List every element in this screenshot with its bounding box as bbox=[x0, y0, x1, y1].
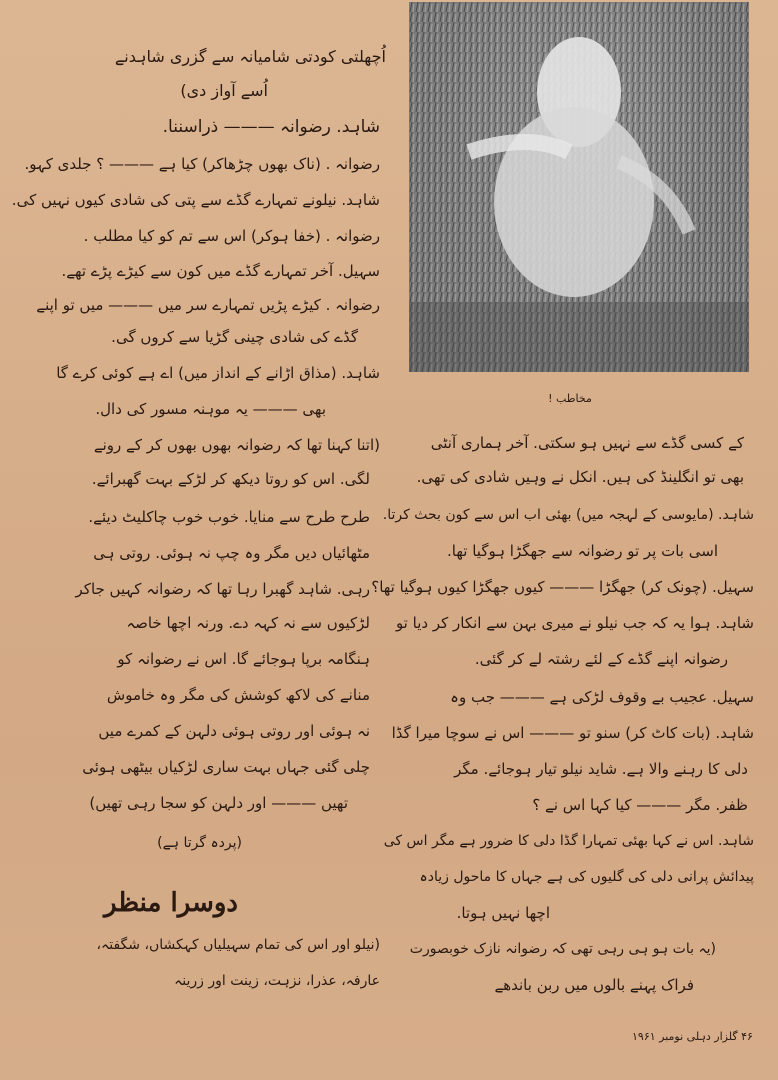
left-line-9: گڈے کی شادی چینی گڑیا سے کروں گی. bbox=[111, 328, 358, 346]
left-line-11: بھی ——— یہ موہنہ مسور کی دال. bbox=[95, 400, 326, 418]
left-line-5: شاہد. نیلونے تمہارے گڈے سے پتی کی شادی کیوں نہیں کی. bbox=[11, 191, 380, 209]
left-line-10: شاہد. (مذاق اڑانے کے انداز میں) اے ہے کوئی کرے گا bbox=[56, 364, 380, 382]
right-line-5: سہیل. (چونک کر) جھگڑا ——— کیوں جھگڑا کیوں ہوگیا تھا؟ bbox=[371, 578, 754, 596]
right-line-14: اچھا نہیں ہوتا. bbox=[456, 904, 550, 922]
photo-caption: مخاطب ! bbox=[548, 392, 592, 405]
right-line-15: (یہ بات ہو ہی رہی تھی کہ رضوانہ نازک خوبصورت bbox=[409, 941, 716, 957]
right-line-4: اسی بات پر تو رضوانہ سے جھگڑا ہوگیا تھا. bbox=[447, 542, 718, 560]
right-line-10: دلی کا رہنے والا ہے. شاید نیلو تیار ہوجائے. مگر bbox=[454, 760, 748, 778]
left-line-3: شاہد. رضوانہ ——— ذراسننا. bbox=[162, 117, 380, 137]
right-line-16: فراک پہنے بالوں میں ربن باندھے bbox=[494, 976, 694, 994]
left-line-22: تھیں ——— اور دلہن کو سجا رہی تھیں) bbox=[89, 794, 348, 812]
photograph bbox=[409, 2, 749, 372]
section-heading: دوسرا منظر bbox=[104, 888, 238, 918]
left-line-21: چلی گئی جہاں بہت ساری لڑکیاں بیٹھی ہوئی bbox=[82, 758, 370, 776]
right-line-12: شاہد. اس نے کہا بھئی تمہارا گڈا دلی کا ضرور ہے مگر اس کی bbox=[383, 833, 754, 849]
right-line-11: ظفر. مگر ——— کیا کہا اس نے ؟ bbox=[532, 796, 748, 814]
page-footer: ۴۶ گلزار دہلی نومبر ۱۹۶۱ bbox=[632, 1030, 753, 1043]
right-line-8: سہیل. عجیب بے وقوف لڑکی ہے ——— جب وہ bbox=[450, 688, 754, 706]
right-line-1: کے کسی گڈے سے نہیں ہو سکتی. آخر ہماری آنٹی bbox=[430, 434, 744, 452]
right-line-6: شاہد. ہوا یہ کہ جب نیلو نے میری بہن سے انکار کر دیا تو bbox=[395, 614, 754, 632]
left-line-18: ہنگامہ برپا ہوجائے گا. اس نے رضوانہ کو bbox=[117, 650, 370, 668]
left-line-23: (پردہ گرتا ہے) bbox=[157, 835, 242, 851]
left-line-20: نہ ہوئی اور روتی ہوئی دلہن کے کمرے میں bbox=[98, 722, 370, 740]
right-line-2: بھی تو انگلینڈ کی ہیں. انکل نے وہیں شادی کی تھی. bbox=[416, 468, 744, 486]
left-line-6: رضوانہ . (خفا ہوکر) اس سے تم کو کیا مطلب . bbox=[83, 227, 380, 245]
left-line-26: عارفہ، عذرا، نزہت، زینت اور زرینہ bbox=[174, 973, 380, 989]
left-line-8: رضوانہ . کیڑے پڑیں تمہارے سر میں ——— میں تو اپنے bbox=[36, 296, 380, 314]
left-line-25: (نیلو اور اس کی تمام سہیلیاں کہکشاں، شگفتہ، bbox=[96, 937, 380, 953]
left-line-4: رضوانہ . (ناک بھوں چڑھاکر) کیا ہے ——— ؟ جلدی کہو. bbox=[24, 155, 380, 173]
left-line-15: مٹھائیاں دیں مگر وہ چپ نہ ہوئی. روتی ہی bbox=[93, 544, 370, 562]
left-line-17: لڑکیوں سے نہ کہہ دے. ورنہ اچھا خاصہ bbox=[126, 614, 370, 632]
left-line-7: سہیل. آخر تمہارے گڈے میں کون سے کیڑے پڑے تھے. bbox=[61, 262, 380, 280]
left-line-1: اُچھلتی کودتی شامیانہ سے گزری شاہدنے bbox=[114, 47, 386, 66]
right-line-7: رضوانہ اپنے گڈے کے لئے رشتہ لے کر گئی. bbox=[474, 650, 728, 668]
left-line-2: اُسے آواز دی) bbox=[180, 81, 268, 100]
left-line-13: لگی. اس کو روتا دیکھ کر لڑکے بہت گھبرائے. bbox=[91, 470, 370, 488]
right-line-9: شاہد. (بات کاٹ کر) سنو تو ——— اس نے سوچا میرا گڈا bbox=[391, 724, 754, 742]
left-line-16: رہی. شاہد گھبرا رہا تھا کہ رضوانہ کہیں جاکر bbox=[75, 580, 370, 598]
left-line-19: منانے کی لاکھ کوشش کی مگر وہ خاموش bbox=[106, 686, 370, 704]
left-line-14: طرح طرح سے منایا. خوب خوب چاکلیٹ دیئے. bbox=[88, 508, 370, 526]
right-line-13: پیدائش پرانی دلی کی گلیوں کی ہے جہاں کا ماحول زیادہ bbox=[419, 869, 754, 885]
right-line-3: شاہد. (مایوسی کے لہجہ میں) بھئی اب اس سے کون بحث کرتا. bbox=[382, 507, 754, 523]
left-line-12: (اتنا کہنا تھا کہ رضوانہ بھوں بھوں کر کے رونے bbox=[93, 436, 380, 454]
